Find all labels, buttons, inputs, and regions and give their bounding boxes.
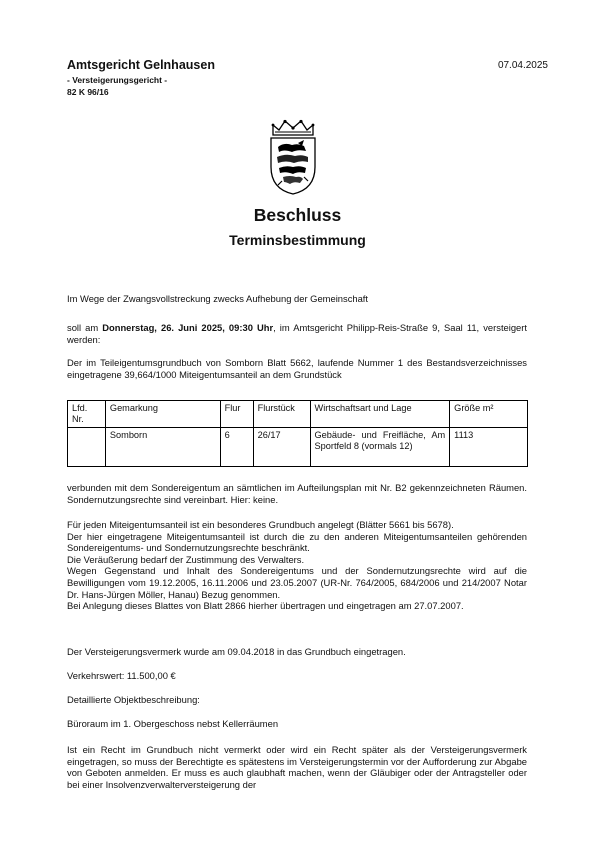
coat-of-arms-icon <box>268 119 318 195</box>
schedule-prefix: soll am <box>67 322 103 333</box>
header-wirtschaftsart: Wirtschaftsart und Lage <box>310 401 450 428</box>
intro-text: Im Wege der Zwangsvollstreckung zwecks Aufhebung der Gemeinschaft <box>67 293 369 304</box>
document-date: 07.04.2025 <box>497 60 548 71</box>
auction-date: Donnerstag, 26. Juni 2025, 09:30 Uhr <box>102 322 274 333</box>
file-number: 82 K 96/16 <box>67 87 109 97</box>
header-flur: Flur <box>220 401 253 428</box>
document-subtitle: Terminsbestimmung <box>229 232 366 248</box>
header-groesse: Größe m² <box>450 401 528 428</box>
header-flurstueck: Flurstück <box>253 401 310 428</box>
table-row <box>68 428 528 467</box>
after-table-text: verbunden mit dem Sondereigentum an sämtlichen im Aufteilungsplan mit Nr. B2 gekennzeichneten Räumen. Sondernutzungsrechte sind vereinbart. Hier: keine. <box>67 482 527 505</box>
market-value: Verkehrswert: 11.500,00 € <box>67 670 176 681</box>
object-description: Büroraum im 1. Obergeschoss nebst Kellerräumen <box>67 718 279 729</box>
schedule-text <box>67 322 527 345</box>
cell-flurstueck: 26/17 <box>253 428 310 467</box>
schedule-suffix: , im Amtsgericht Philipp-Reis-Straße 9, Saal 11, versteigert werden: <box>67 322 527 345</box>
property-table <box>67 400 528 467</box>
object-intro: Der im Teileigentumsgrundbuch von Somborn Blatt 5662, laufende Nummer 1 des Bestandsverzeichnisses eingetragene 39,664/1000 Miteigentumsanteil an dem Grundstück <box>67 357 527 380</box>
cell-wirtschaftsart: Gebäude- und Freifläche, Am Sportfeld 8 (vormals 12) <box>310 428 450 467</box>
closing-text: Ist ein Recht im Grundbuch nicht vermerkt oder wird ein Recht später als der Versteigerungsvermerk eingetragen, so muss der Berechtigte es spätestens im Versteigerungstermin vor der Aufforderung zur Abgabe von Geboten anmelden. Er muss es auch glaubhaft machen, wenn der Gläubiger oder der Antragsteller oder bei einer Insolvenzverwalterversteigerung der <box>67 744 527 790</box>
description-label: Detaillierte Objektbeschreibung: <box>67 694 200 705</box>
registration-note: Der Versteigerungsvermerk wurde am 09.04.2018 in das Grundbuch eingetragen. <box>67 646 406 657</box>
court-department: - Versteigerungsgericht - <box>67 75 168 85</box>
detail-line: Die Veräußerung bedarf der Zustimmung des Verwalters. <box>67 553 305 565</box>
court-name: Amtsgericht Gelnhausen <box>67 58 215 72</box>
detail-line: Der hier eingetragene Miteigentumsanteil ist durch die zu den anderen Miteigentumsanteilen gehörenden Sondereigentums- und Sondernutzungsrechte beschränkt. <box>67 530 527 554</box>
detail-line: Für jeden Miteigentumsanteil ist ein besonderes Grundbuch angelegt (Blätter 5661 bis 5678). <box>67 519 454 530</box>
header-gemarkung: Gemarkung <box>105 401 220 428</box>
detail-line: Wegen Gegenstand und Inhalt des Sondereigentums und der Sondernutzungsrechte wird auf die Bewilligungen vom 19.12.2005, 16.11.2006 und 23.05.2007 (UR-Nr. 764/2005, 684/2006 und 214/2007 Notar Dr. Hans-Jürgen Möller, Hanau) Bezug genommen. <box>67 565 527 600</box>
detail-line: Bei Anlegung dieses Blattes von Blatt 2866 hierher übertragen und eingetragen am 27.07.2007. <box>67 600 464 612</box>
cell-flur: 6 <box>220 428 253 467</box>
cell-lfd-nr <box>68 428 106 467</box>
details-block <box>67 519 527 612</box>
cell-gemarkung: Somborn <box>105 428 220 467</box>
document-title: Beschluss <box>253 205 342 225</box>
cell-groesse: 1113 <box>450 428 528 467</box>
table-header-row <box>68 401 528 428</box>
header-lfd-nr: Lfd. Nr. <box>68 401 106 428</box>
